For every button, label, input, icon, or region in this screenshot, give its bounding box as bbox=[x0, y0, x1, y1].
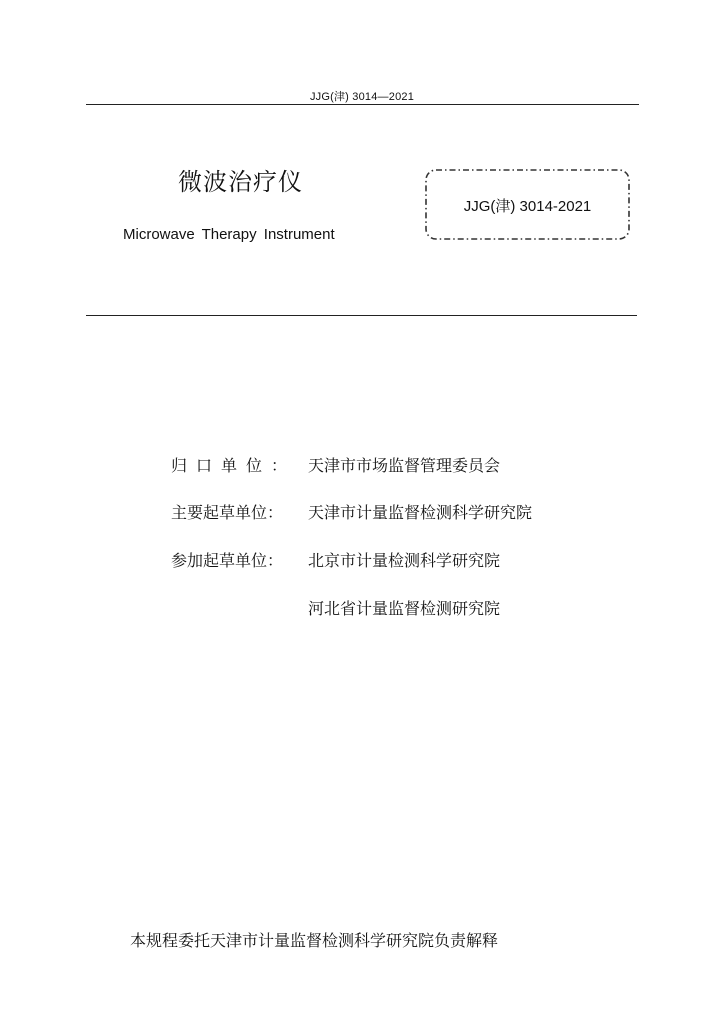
section-rule bbox=[86, 315, 637, 316]
main-drafter-value: 天津市计量监督检测科学研究院 bbox=[308, 503, 533, 522]
document-title-english: Microwave Therapy Instrument bbox=[123, 226, 335, 243]
authority-label: 归口单位： bbox=[171, 456, 297, 475]
standard-code: JJG(津) 3014-2021 bbox=[463, 198, 592, 215]
standard-code-box bbox=[423, 167, 632, 242]
co-drafter-value: 北京市计量检测科学研究院 bbox=[308, 551, 501, 570]
co-drafter-label: 参加起草单位： bbox=[171, 551, 284, 570]
authority-value: 天津市市场监督管理委员会 bbox=[308, 456, 501, 475]
interpretation-note: 本规程委托天津市计量监督检测科学研究院负责解释 bbox=[130, 931, 499, 950]
header-rule bbox=[86, 104, 639, 105]
main-drafter-label: 主要起草单位： bbox=[171, 503, 284, 522]
document-title-chinese: 微波治疗仪 bbox=[178, 168, 303, 196]
co-drafter-value: 河北省计量监督检测研究院 bbox=[308, 599, 501, 618]
running-header-code: JJG(津) 3014—2021 bbox=[309, 91, 415, 103]
